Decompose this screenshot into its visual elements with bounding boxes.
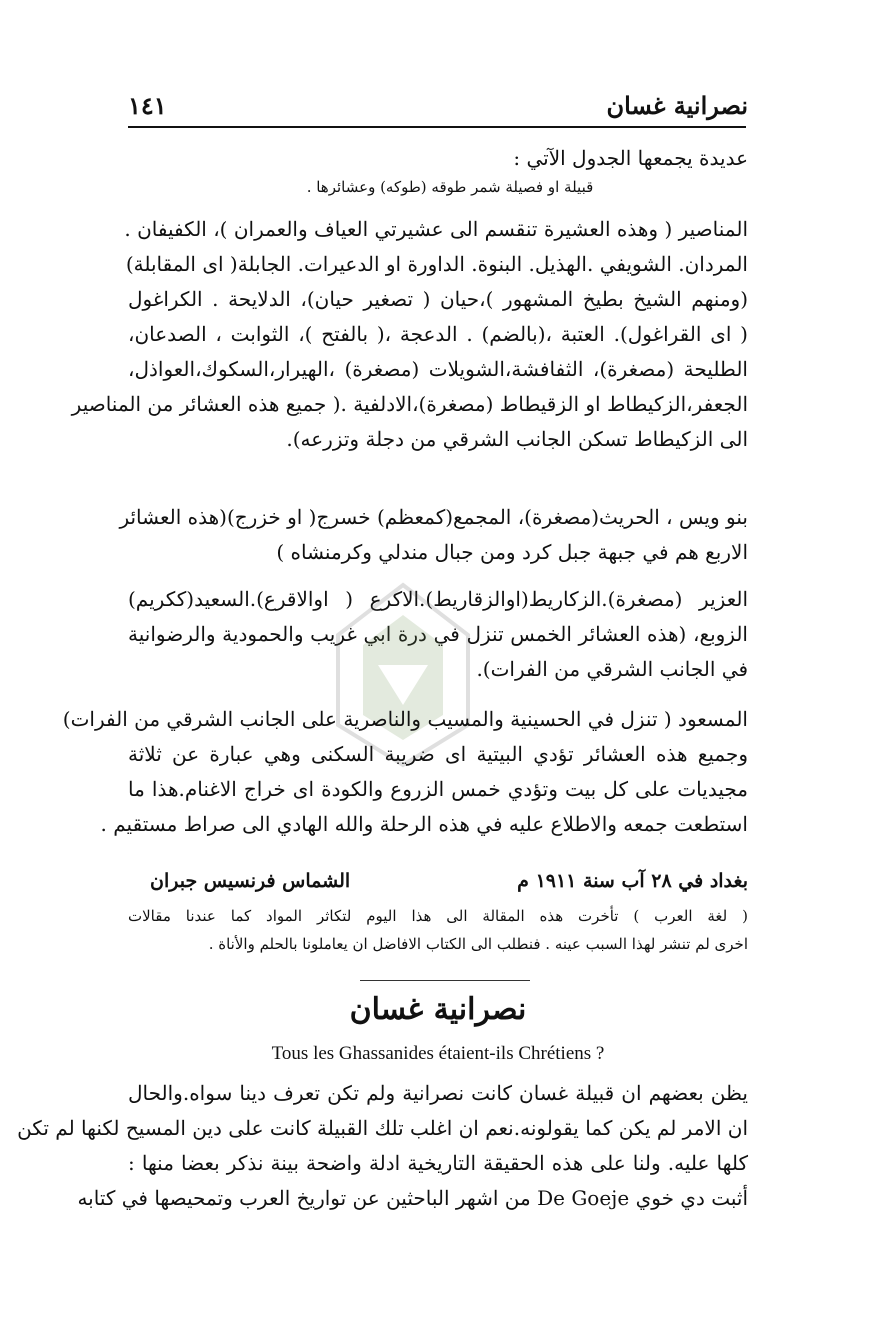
text-line: في الجانب الشرقي من الفرات). <box>476 657 748 681</box>
text-line: الجعفر،الزكيطاط او الزقيطاط (مصغرة)،الادلفية .( جميع هذه العشائر من المناصير <box>71 392 748 416</box>
running-title: نصرانية غسان <box>606 90 748 120</box>
text-line: المردان. الشويفي .الهذيل. البنوة. الداورة او الدعيرات. الجابلة( اى المقابلة) <box>125 252 748 276</box>
text-line: ان الامر لم يكن كما يقولونه.نعم ان اغلب تلك القبيلة كانت على دين المسيح لكنها لم تكن <box>17 1116 748 1140</box>
section-divider <box>360 980 530 981</box>
paragraph-2 <box>119 500 748 570</box>
page-number: ١٤١ <box>128 90 167 120</box>
text-line: كلها عليه. ولنا على هذه الحقيقة التاريخية ادلة واضحة بينة نذكر بعضا منها : <box>128 1151 748 1175</box>
text-line: استطعت جمعه والاطلاع عليه في هذه الرحلة والله الهادي الى صراط مستقيم . <box>100 812 748 836</box>
text-line: ( اى القراغول). العتبة ،(بالضم) . الدعجة ،( بالفتح )، الثوابت ، الصدعان، <box>128 322 748 346</box>
table-caption: قبيلة او فصيلة شمر طوقه (طوكه) وعشائرها . <box>306 178 594 196</box>
intro-line: عديدة يجمعها الجدول الآتي : <box>513 146 748 170</box>
text-line: ( لغة العرب ) تأخرت هذه المقالة الى هذا اليوم لتكاثر المواد كما عندنا مقالات <box>128 907 748 925</box>
text-line: أثبت دي خوي De Goeje من اشهر الباحثين عن تواريخ العرب وتمحيصها في كتابه <box>77 1186 748 1210</box>
text-line: المسعود ( تنزل في الحسينية والمسيب والناصرية على الجانب الشرقي من الفرات) <box>62 707 748 731</box>
paragraph-1 <box>71 212 748 457</box>
text-line: مجيديات على كل بيت وتؤدي خمس الزروع والكودة اى خراج الاغنام.هذا ما <box>128 777 748 801</box>
page-header <box>128 88 748 122</box>
signature-author: الشماس فرنسيس جبران <box>150 870 351 892</box>
text-line: المناصير ( وهذه العشيرة تنقسم الى عشيرتي العياف والعمران )، الكفيفان . <box>124 217 748 241</box>
text-line: الاربع هم في جبهة جبل كرد ومن جبال مندلي وكرمنشاه ) <box>276 540 748 564</box>
text-line: الى الزكيطاط تسكن الجانب الشرقي من دجلة وتزرعه). <box>286 427 748 451</box>
text-line: وجميع هذه العشائر تؤدي البيتية اى ضريبة السكنى وهي عبارة عن ثلاثة <box>128 742 748 766</box>
text-line: الزوبع، (هذه العشائر الخمس تنزل في درة ابي غريب والحمودية والرضوانية <box>128 622 748 646</box>
signature-line <box>150 866 748 896</box>
text-line: اخرى لم تنشر لهذا السبب عينه . فنطلب الى الكتاب الافاضل ان يعاملونا بالحلم والأناة . <box>208 935 748 953</box>
text-line: يظن بعضهم ان قبيلة غسان كانت نصرانية ولم تكن تعرف دينا سواه.والحال <box>128 1081 748 1105</box>
text-line: العزير (مصغرة).الزكاريط(اوالزقاريط).الاكرع ( اوالاقرع).السعيد(ككريم) <box>128 587 748 611</box>
text-line: الطليحة (مصغرة)، الثفافشة،الشويلات (مصغرة) ،الهيرار،السكوك،العواذل، <box>128 357 748 381</box>
paragraph-5 <box>17 1076 748 1216</box>
header-rule <box>128 126 746 128</box>
article-subtitle: Tous les Ghassanides étaient-ils Chrétiens ? <box>271 1043 605 1064</box>
editor-note <box>128 902 748 958</box>
signature-place-date: بغداد في ٢٨ آب سنة ١٩١١ م <box>517 870 748 892</box>
text-line: (ومنهم الشيخ بطيخ المشهور )،حيان ( تصغير حيان)، الدلايحة . الكراغول <box>128 287 748 311</box>
paragraph-4 <box>62 702 748 842</box>
text-line: بنو ويس ، الحريث(مصغرة)، المجمع(كمعظم) خسرج( او خزرج)(هذه العشائر <box>119 505 748 529</box>
article-title: نصرانية غسان <box>349 992 527 1027</box>
